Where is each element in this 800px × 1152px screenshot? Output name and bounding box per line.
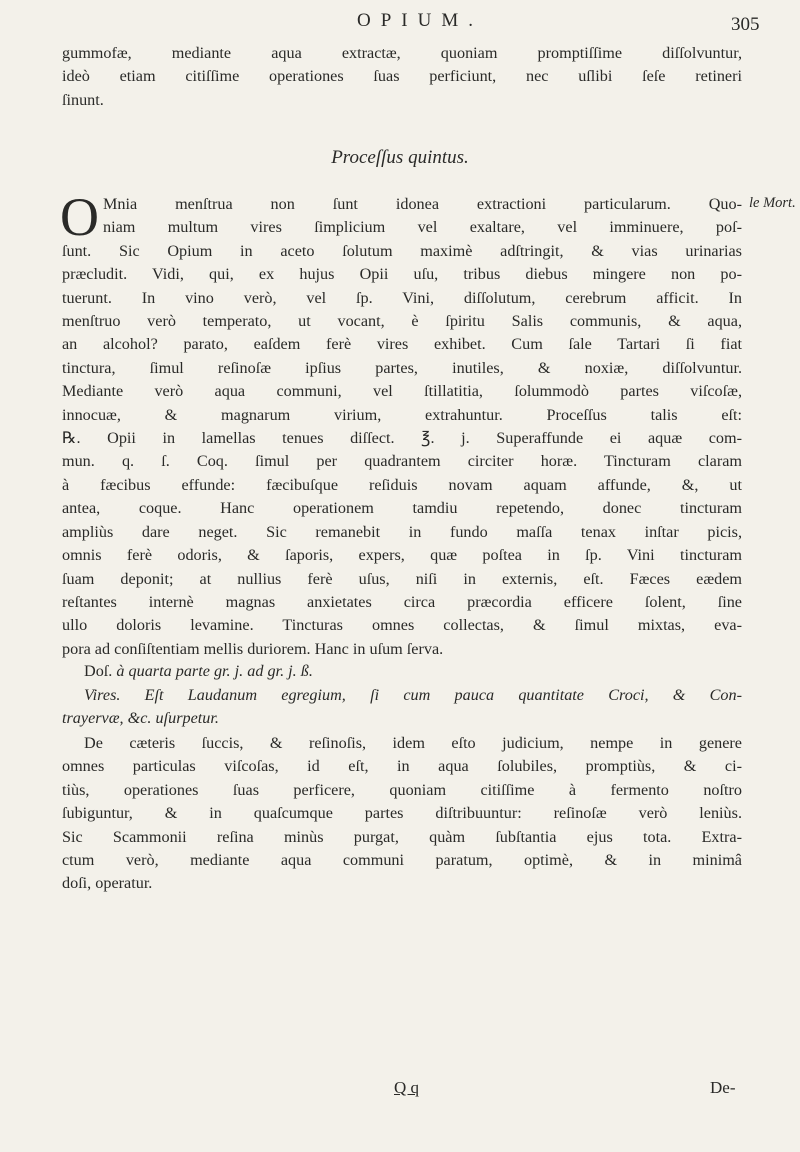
page-number: 305 <box>731 14 760 35</box>
text-line: De cæteris ſuccis, & reſinoſis, idem eſto judicium, nempe in genere <box>84 734 742 752</box>
dose-label: Doſ. <box>84 662 113 680</box>
dose-value: à quarta parte gr. j. ad gr. j. ß. <box>116 662 313 680</box>
text-line: innocuæ, & magnarum virium, extrahuntur. Proceſſus talis eſt: <box>62 405 742 424</box>
text-line: tinctura, ſimul reſinoſæ ipſius partes, inutiles, & noxiæ, diſſolvuntur. <box>62 358 742 377</box>
text-line: trayervæ, &c. uſurpetur. <box>62 709 219 728</box>
final-paragraph <box>62 732 742 896</box>
text-line: mun. q. ſ. Coq. ſimul per quadrantem circiter horæ. Tincturam claram <box>62 452 742 471</box>
text-line: omnes particulas viſcoſas, id eſt, in aqua ſolubiles, promptiùs, & ci- <box>62 757 742 776</box>
text-line: omnis ferè odoris, & ſaporis, expers, quæ poſtea in ſp. Vini tincturam <box>62 546 742 565</box>
text-line: à fæcibus effunde: fæcibuſque reſiduis novam aquam affunde, &, ut <box>62 475 742 494</box>
text-line: ſunt. Sic Opium in aceto ſolutum maximè adſtringit, & vias urinarias <box>62 241 742 260</box>
running-head: OPIUM. <box>357 10 483 31</box>
text-line: ſuam deponit; at nullius ferè uſus, niſi in externis, eſt. Fæces eædem <box>62 569 742 588</box>
text-line: ctum verò, mediante aqua communi paratum, optimè, & in minimâ <box>62 851 742 870</box>
text-line: Mnia menſtrua non ſunt idonea extractioni particularum. Quo- <box>103 195 742 213</box>
text-line: ampliùs dare neget. Sic remanebit in fundo maſſa tenax inſtar picis, <box>62 522 742 541</box>
text-line: antea, coque. Hanc operationem tamdiu repetendo, donec tincturam <box>62 499 742 518</box>
main-paragraph <box>60 187 742 661</box>
text-line: tiùs, operationes ſuas perficere, quoniam citiſſime à fermento noſtro <box>62 780 742 799</box>
drop-cap: O <box>60 187 99 247</box>
text-line: Mediante verò aqua communi, vel ſtillatitia, ſolummodò partes viſcoſæ, <box>62 382 742 401</box>
text-line: ſinunt. <box>62 90 104 109</box>
text-line: niam multum vires ſimplicium vel exaltare, vel imminuere, poſ- <box>103 218 742 237</box>
dose-text <box>62 660 742 683</box>
text-line: Sic Scammonii reſina minùs purgat, quàm ſubſtantia ejus tota. Extra- <box>62 827 742 846</box>
catchword: De- <box>710 1078 736 1097</box>
text-line: tuerunt. In vino verò, vel ſp. Vini, diſſolutum, cerebrum afficit. In <box>62 288 742 307</box>
text-line: præcludit. Vidi, qui, ex hujus Opii uſu, tribus diebus mingere non po- <box>62 265 742 284</box>
text-line: ſubiguntur, & in quaſcumque partes diſtribuuntur: reſinoſæ verò leniùs. <box>62 804 742 823</box>
text-line: ideò etiam citiſſime operationes ſuas perficiunt, nec uſlibi ſeſe retineri <box>62 67 742 86</box>
text-line: Vires. Eſt Laudanum egregium, ſi cum pauca quantitate Croci, & Con- <box>84 686 742 704</box>
text-line: ℞. Opii in lamellas tenues diſſect. ℥. j. Superaffunde ei aquæ com- <box>62 429 742 448</box>
text-line: ullo doloris levamine. Tincturas omnes collectas, & ſimul mixtas, eva- <box>62 616 742 635</box>
margin-note: le Mort. <box>749 195 796 211</box>
text-line: reſtantes internè magnas anxietates circa præcordia efficere ſolent, ſine <box>62 592 742 611</box>
dose-line <box>62 660 742 683</box>
section-heading: Proceſſus quintus. <box>331 147 469 168</box>
signature-mark: Q q <box>394 1078 420 1097</box>
top-paragraph <box>62 42 742 112</box>
text-line: gummofæ, mediante aqua extractæ, quoniam promptiſſime diſſolvuntur, <box>62 44 742 62</box>
text-line: doſi, operatur. <box>62 874 153 893</box>
text-line: an alcohol? parato, eaſdem ferè vires exhibet. Cum ſale Tartari ſi fiat <box>62 335 742 354</box>
vires-paragraph <box>62 684 742 731</box>
text-line: pora ad conſiſtentiam mellis duriorem. Hanc in uſum ſerva. <box>62 639 444 658</box>
text-line: menſtruo verò temperato, ut vocant, è ſpiritu Salis communis, & aqua, <box>62 312 742 331</box>
